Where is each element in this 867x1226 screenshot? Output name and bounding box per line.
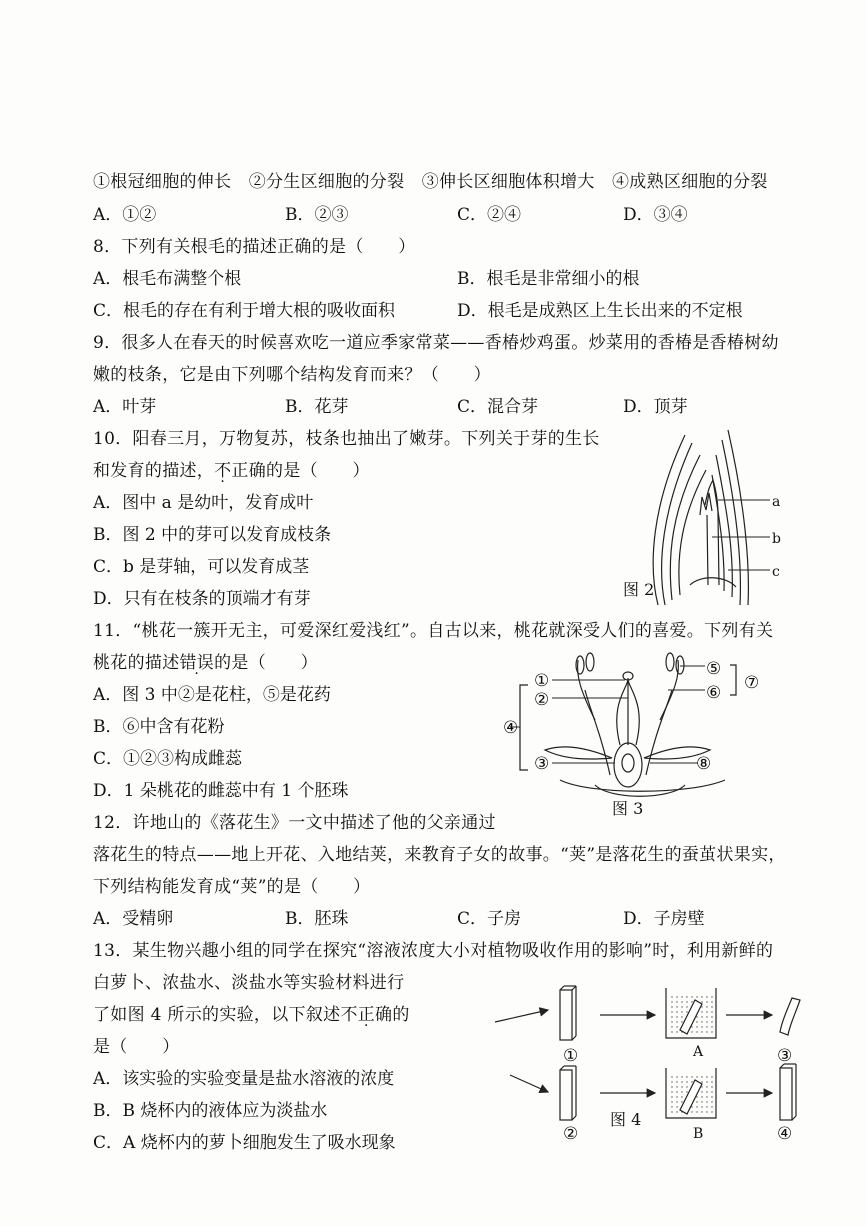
fig3-label-6: ⑥ [706,683,722,703]
fig2-caption: 图 2 [623,580,655,599]
fig4-caption: 图 4 [610,1110,642,1129]
q13-option-a[interactable]: A．该实验的实验变量是盐水溶液的浓度 [93,1069,395,1089]
q7-option-c[interactable]: C．②④ [457,205,522,225]
q11-option-b[interactable]: B．⑥中含有花粉 [93,717,225,737]
q13-option-b[interactable]: B．B 烧杯内的液体应为淡盐水 [93,1101,328,1121]
q10-option-c[interactable]: C．b 是芽轴，可以发育成茎 [93,557,310,577]
q13-option-c[interactable]: C．A 烧杯内的萝卜细胞发生了吸水现象 [93,1133,396,1153]
fig3-label-1: ① [534,671,550,691]
q10-stem2-pre: 和发育的描述， [93,461,215,481]
q8-stem: 8．下列有关根毛的描述正确的是（ ） [93,237,416,257]
q11-emphasis-mark: 错误 [179,653,215,673]
fig3-label-3: ③ [534,754,550,774]
fig4-label-3: ③ [777,1046,793,1066]
q11-option-c[interactable]: C．①②③构成雌蕊 [93,749,243,769]
q12-stem-line3: 下列结构能发育成“荚”的是（ ） [93,877,371,897]
q11-stem-line2 [93,651,318,675]
q13-stem-line3 [93,1003,410,1027]
q12-stem-line1: 12．许地山的《落花生》一文中描述了他的父亲通过 [93,813,496,833]
q10-option-d[interactable]: D．只有在枝条的顶端才有芽 [93,589,311,609]
q12-option-c[interactable]: C．子房 [457,909,522,929]
q8-option-c[interactable]: C．根毛的存在有利于增大根的吸收面积 [93,301,396,321]
q11-option-a[interactable]: A．图 3 中②是花柱，⑤是花药 [93,685,331,705]
fig3-label-8: ⑧ [696,754,712,774]
q11-stem-line1: 11．“桃花一簇开无主，可爱深红爱浅红”。自古以来，桃花就深受人们的喜爱。下列有关 [93,621,774,641]
q12-stem-line2: 落花生的特点——地上开花、入地结荚，来教育子女的故事。“荚”是落花生的蚕茧状果实， [93,845,786,865]
q10-option-b[interactable]: B．图 2 中的芽可以发育成枝条 [93,525,332,545]
fig3-label-2: ② [534,690,550,710]
fig2-label-c: c [772,564,780,580]
q7-option-b[interactable]: B．②③ [285,205,349,225]
fig3-label-4: ④ [503,718,519,738]
q11-option-d[interactable]: D．1 朵桃花的雌蕊中有 1 个胚珠 [93,781,349,801]
fig2-label-b: b [772,531,781,547]
q10-stem-line2 [93,459,370,483]
q10-emphasis-mark: 不 [214,461,232,481]
fig4-label-b: B [693,1126,704,1142]
fig4-label-a: A [693,1044,704,1060]
q9-option-d[interactable]: D．顶芽 [623,397,688,417]
fig3-label-7: ⑦ [744,673,760,693]
q11-stem2-post: 的是（ ） [214,653,318,673]
fig4-label-2: ② [563,1124,579,1144]
q8-option-a[interactable]: A．根毛布满整个根 [93,269,242,289]
fig4-label-4: ④ [777,1124,793,1144]
q10-stem2-post: 正确的是（ ） [231,461,370,481]
q13-stem-line1: 13．某生物兴趣小组的同学在探究“溶液浓度大小对植物吸收作用的影响”时，利用新鲜的 [93,941,774,961]
q12-option-d[interactable]: D．子房壁 [623,909,705,929]
q12-option-a[interactable]: A．受精卵 [93,909,174,929]
q9-option-b[interactable]: B．花芽 [285,397,349,417]
q13-stem3-post: 的 [392,1005,410,1025]
q7-option-a[interactable]: A．①② [93,205,157,225]
q13-stem-line4: 是（ ） [93,1037,180,1057]
q13-emphasis-mark: 不正确 [340,1005,393,1025]
fig2-label-a: a [772,494,781,510]
fig4-label-1: ① [563,1046,579,1066]
q10-option-a[interactable]: A．图中 a 是幼叶，发育成叶 [93,493,314,513]
q9-stem-line2: 嫩的枝条，它是由下列哪个结构发育而来？（ ） [93,365,491,385]
q8-option-d[interactable]: D．根毛是成熟区上生长出来的不定根 [457,301,743,321]
q7-option-d[interactable]: D．③④ [623,205,688,225]
q7-stem-items: ①根冠细胞的伸长 ②分生区细胞的分裂 ③伸长区细胞体积增大 ④成熟区细胞的分裂 [93,172,768,192]
q13-stem-line2: 白萝卜、浓盐水、淡盐水等实验材料进行 [93,973,405,993]
q13-stem3-pre: 了如图 4 所示的实验，以下叙述 [93,1005,341,1025]
fig3-caption: 图 3 [612,799,644,818]
q9-option-c[interactable]: C．混合芽 [457,397,539,417]
q8-option-b[interactable]: B．根毛是非常细小的根 [457,269,640,289]
q9-stem-line1: 9．很多人在春天的时候喜欢吃一道应季家常菜——香椿炒鸡蛋。炒菜用的香椿是香椿树幼 [93,333,779,353]
q11-stem2-pre: 桃花的描述 [93,653,180,673]
q12-option-b[interactable]: B．胚珠 [285,909,349,929]
fig3-label-5: ⑤ [706,659,722,679]
q9-option-a[interactable]: A．叶芽 [93,397,157,417]
q10-stem-line1: 10．阳春三月，万物复苏，枝条也抽出了嫩芽。下列关于芽的生长 [93,429,600,449]
